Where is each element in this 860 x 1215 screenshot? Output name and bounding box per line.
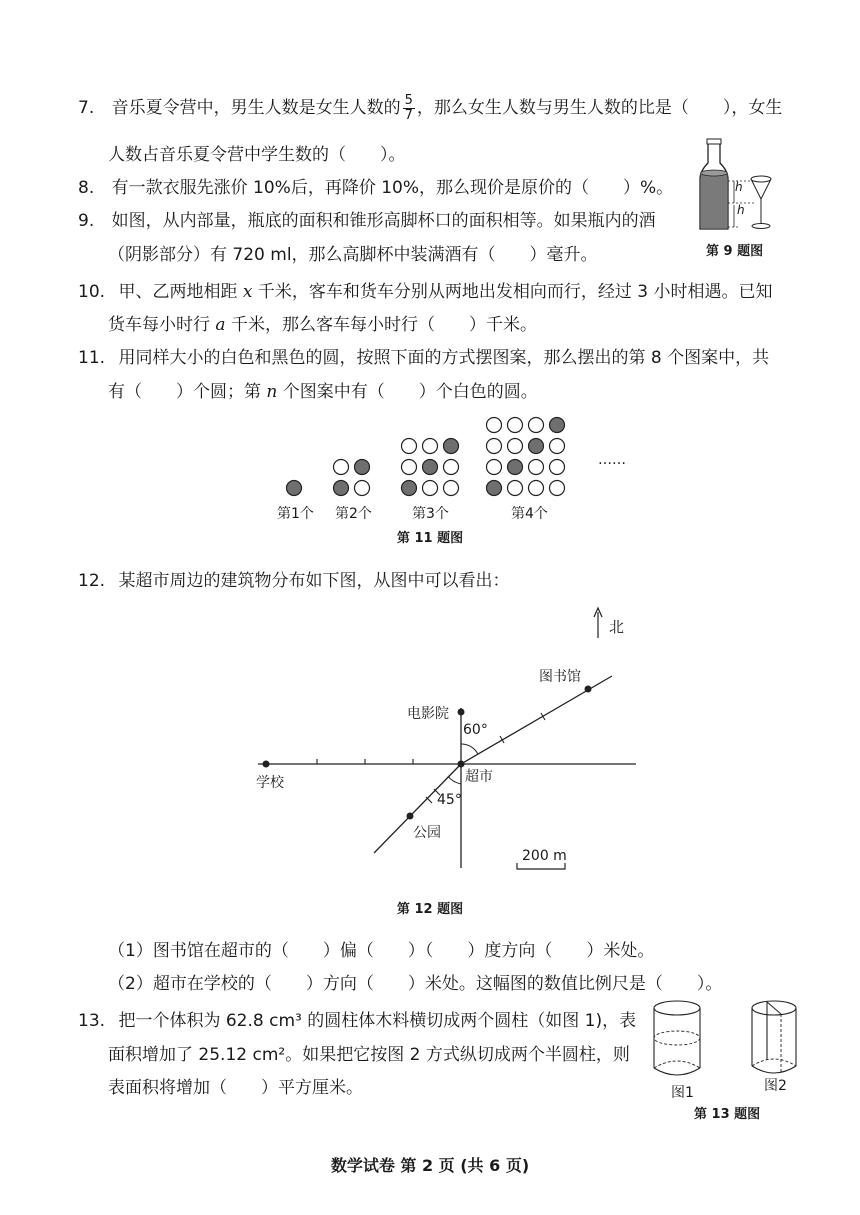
- park-label: 公园: [413, 825, 441, 841]
- q11-text-b: 个图案中有（ ）个白色的圆。: [282, 382, 538, 402]
- q12-sub2: （2）超市在学校的（ ）方向（ ）米处。这幅图的数值比例尺是（ ）。: [108, 974, 723, 994]
- q13-number: 13.: [78, 1011, 106, 1031]
- q11-number: 11.: [78, 348, 106, 368]
- scale-label: 200 m: [522, 848, 567, 864]
- q10-text-a: 甲、乙两地相距: [118, 282, 238, 302]
- q11-text-a: 有（ ）个圆；第: [108, 382, 261, 402]
- q7-number: 7.: [78, 98, 95, 118]
- q13-line2: 面积增加了 25.12 cm²。如果把它按图 2 方式纵切成两个半圆柱，则: [108, 1045, 630, 1065]
- q9-h-label-1: h: [735, 180, 743, 194]
- q7-frac-den: 7: [404, 107, 413, 123]
- q10-text-c: 货车每小时行: [108, 315, 210, 335]
- q12-intro: 某超市周边的建筑物分布如下图，从图中可以看出：: [118, 571, 510, 591]
- supermarket-label: 超市: [465, 769, 493, 785]
- q10-text-d: 千米，那么客车每小时行（ ）千米。: [230, 315, 537, 335]
- q12-number: 12.: [78, 571, 106, 591]
- q11-ellipsis: ……: [598, 452, 626, 468]
- q11-label-4: 第4个: [511, 506, 548, 522]
- q7-line2: 人数占音乐夏令营中学生数的（ ）。: [108, 145, 406, 165]
- q9-number: 9.: [78, 211, 95, 231]
- q7-frac-num: 5: [404, 92, 413, 108]
- q11-caption: 第 11 题图: [396, 531, 464, 546]
- library-label: 图书馆: [539, 669, 581, 685]
- page-footer: 数学试卷 第 2 页 (共 6 页): [330, 1156, 530, 1175]
- q11-var-n: n: [266, 382, 278, 402]
- q8-number: 8.: [78, 178, 95, 198]
- q11-label-2: 第2个: [335, 506, 372, 522]
- q13-fig2-label: 图2: [764, 1078, 787, 1094]
- q10-var-a: a: [215, 315, 226, 335]
- q11-label-3: 第3个: [412, 506, 449, 522]
- q13-line3: 表面积将增加（ ）平方厘米。: [108, 1078, 363, 1098]
- q9-caption: 第 9 题图: [706, 244, 764, 259]
- q7-text-a: 音乐夏令营中，男生人数是女生人数的: [111, 98, 401, 118]
- q12-caption: 第 12 题图: [396, 902, 464, 917]
- supermarket-dot: [458, 761, 465, 768]
- cinema-label: 电影院: [407, 706, 449, 722]
- q9-text-1: 如图，从内部量，瓶底的面积和锥形高脚杯口的面积相等。如果瓶内的酒: [111, 211, 656, 231]
- q8-text: 有一款衣服先涨价 10%后，再降价 10%，那么现价是原价的（ ）%。: [111, 178, 674, 198]
- q11-text-1: 用同样大小的白色和黑色的圆，按照下面的方式摆图案，那么摆出的第 8 个图案中，共: [118, 348, 770, 368]
- school-dot: [263, 761, 270, 768]
- north-label: 北: [609, 618, 625, 636]
- q13-caption: 第 13 题图: [694, 1107, 761, 1122]
- q13-fig1-label: 图1: [671, 1085, 694, 1101]
- q12-sub1: （1）图书馆在超市的（ ）偏（ ）（ ）度方向（ ）米处。: [108, 941, 655, 961]
- q9-line2: （阴影部分）有 720 ml，那么高脚杯中装满酒有（ ）毫升。: [108, 245, 598, 265]
- cinema-dot: [458, 709, 465, 716]
- angle-60-label: 60°: [463, 722, 488, 738]
- q9-h-label-2: h: [737, 203, 745, 217]
- q11-label-1: 第1个: [277, 506, 314, 522]
- q10-var-x: x: [242, 282, 253, 302]
- q13-line1: [78, 1006, 636, 1031]
- library-dot: [585, 686, 592, 693]
- q7-text-b: ，那么女生人数与男生人数的比是（ ），女生: [416, 98, 783, 118]
- angle-45-label: 45°: [437, 792, 462, 808]
- park-dot: [407, 813, 414, 820]
- q10-text-b: 千米，客车和货车分别从两地出发相向而行，经过 3 小时相遇。已知: [257, 282, 773, 302]
- q13-cylinders: [650, 996, 800, 1086]
- q10-number: 10.: [78, 282, 106, 302]
- school-label: 学校: [256, 775, 284, 791]
- q13-text-1: 把一个体积为 62.8 cm³ 的圆柱体木料横切成两个圆柱（如图 1)，表: [118, 1011, 637, 1031]
